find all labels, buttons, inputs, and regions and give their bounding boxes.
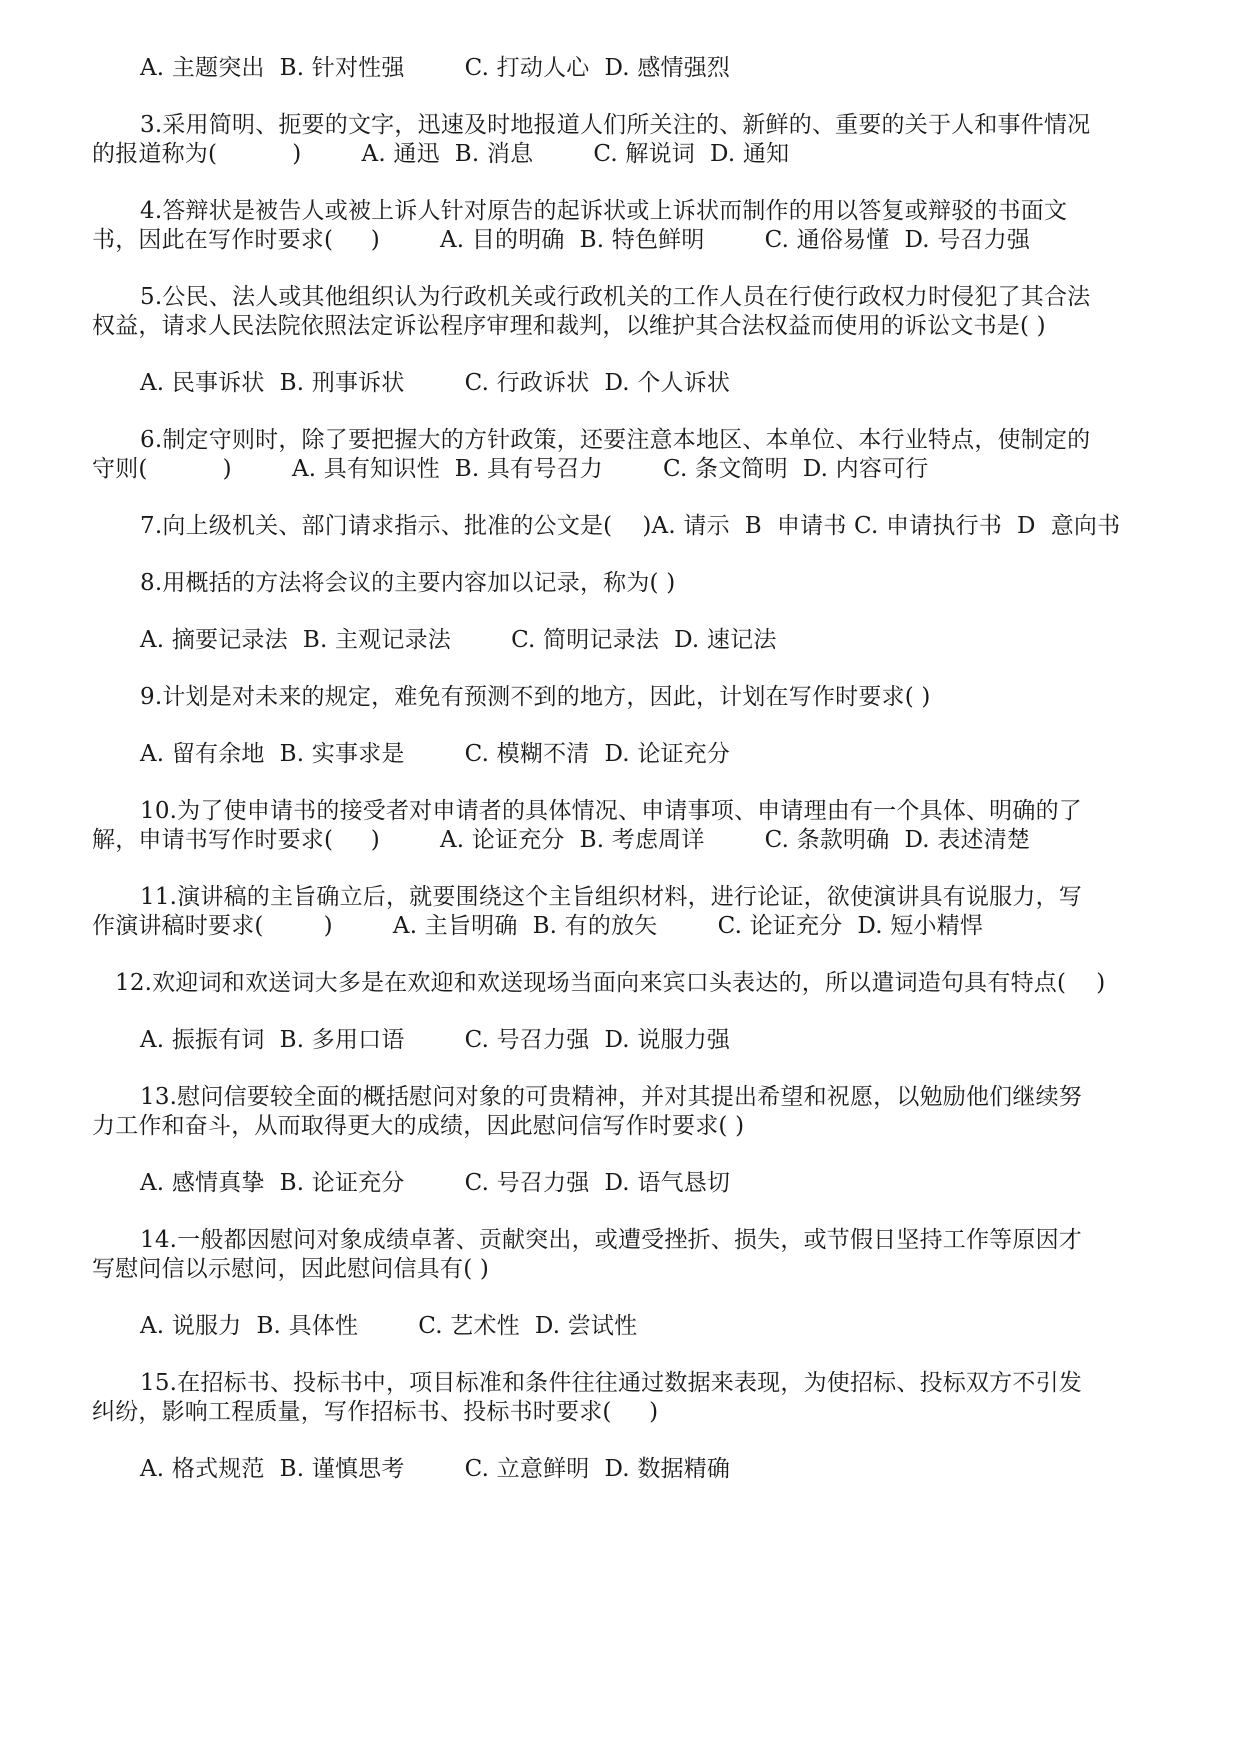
question-6-line-1: 6.制定守则时，除了要把握大的方针政策，还要注意本地区、本单位、本行业特点，使制定的	[140, 427, 1091, 453]
question-13-line-2: 力工作和奋斗，从而取得更大的成绩，因此慰问信写作时要求( )	[92, 1113, 745, 1139]
question-13-line-1: 13.慰问信要较全面的概括慰问对象的可贵精神，并对其提出希望和祝愿，以勉励他们继续努	[140, 1084, 1082, 1110]
question-5-line-1: 5.公民、法人或其他组织认为行政机关或行政机关的工作人员在行使行政权力时侵犯了其合法	[140, 284, 1091, 310]
question-8: 8.用概括的方法将会议的主要内容加以记录，称为( )	[140, 570, 676, 596]
question-5-line-2: 权益，请求人民法院依照法定诉讼程序审理和裁判，以维护其合法权益而使用的诉讼文书是( )	[92, 313, 1046, 339]
options-q13: A. 感情真挚 B. 论证充分 C. 号召力强 D. 语气恳切	[140, 1170, 731, 1196]
options-q2: A. 主题突出 B. 针对性强 C. 打动人心 D. 感情强烈	[140, 55, 731, 81]
question-11-line-1: 11.演讲稿的主旨确立后，就要围绕这个主旨组织材料，进行论证，欲使演讲具有说服力，写	[140, 884, 1082, 910]
question-3-line-2: 的报道称为( ) A. 通迅 B. 消息 C. 解说词 D. 通知	[92, 141, 790, 167]
question-14-line-2: 写慰问信以示慰问，因此慰问信具有( )	[92, 1256, 490, 1282]
options-q15: A. 格式规范 B. 谨慎思考 C. 立意鲜明 D. 数据精确	[140, 1456, 731, 1482]
question-12: 12.欢迎词和欢送词大多是在欢迎和欢送现场当面向来宾口头表达的，所以遣词造句具有特点( )	[115, 970, 1106, 996]
question-9: 9.计划是对未来的规定，难免有预测不到的地方，因此，计划在写作时要求( )	[140, 684, 931, 710]
question-7: 7.向上级机关、部门请求指示、批准的公文是( )A. 请示 B 申请书 C. 申请执行书 D 意向书	[140, 513, 1121, 539]
options-q14: A. 说服力 B. 具体性 C. 艺术性 D. 尝试性	[140, 1313, 638, 1339]
options-q8: A. 摘要记录法 B. 主观记录法 C. 简明记录法 D. 速记法	[140, 627, 777, 653]
question-3-line-1: 3.采用简明、扼要的文字，迅速及时地报道人们所关注的、新鲜的、重要的关于人和事件情况	[140, 112, 1091, 138]
question-4-line-1: 4.答辩状是被告人或被上诉人针对原告的起诉状或上诉状而制作的用以答复或辩驳的书面文	[140, 198, 1068, 224]
question-10-line-1: 10.为了使申请书的接受者对申请者的具体情况、申请事项、申请理由有一个具体、明确的了	[140, 798, 1082, 824]
question-11-line-2: 作演讲稿时要求( ) A. 主旨明确 B. 有的放矢 C. 论证充分 D. 短小精悍	[92, 913, 984, 939]
options-q9: A. 留有余地 B. 实事求是 C. 模糊不清 D. 论证充分	[140, 741, 731, 767]
question-14-line-1: 14.一般都因慰问对象成绩卓著、贡献突出，或遭受挫折、损失，或节假日坚持工作等原因才	[140, 1227, 1082, 1253]
question-10-line-2: 解，申请书写作时要求( ) A. 论证充分 B. 考虑周详 C. 条款明确 D. 表述清楚	[92, 827, 1031, 853]
question-15-line-1: 15.在招标书、投标书中，项目标准和条件往往通过数据来表现，为使招标、投标双方不引发	[140, 1370, 1082, 1396]
options-q12: A. 振振有词 B. 多用口语 C. 号召力强 D. 说服力强	[140, 1027, 731, 1053]
options-q5: A. 民事诉状 B. 刑事诉状 C. 行政诉状 D. 个人诉状	[140, 370, 731, 396]
question-15-line-2: 纠纷，影响工程质量，写作招标书、投标书时要求( )	[92, 1399, 659, 1425]
question-4-line-2: 书，因此在写作时要求( ) A. 目的明确 B. 特色鲜明 C. 通俗易懂 D. 号召力强	[92, 227, 1031, 253]
question-6-line-2: 守则( ) A. 具有知识性 B. 具有号召力 C. 条文简明 D. 内容可行	[92, 456, 929, 482]
